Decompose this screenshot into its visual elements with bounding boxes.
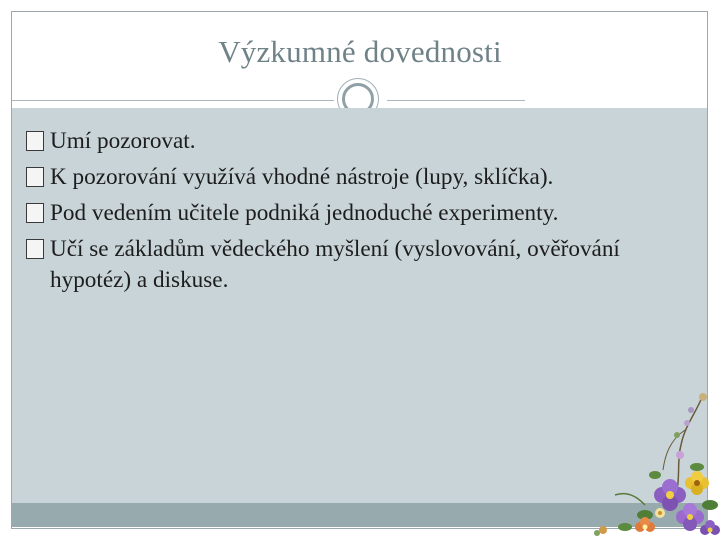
slide-title: Výzkumné dovednosti: [218, 34, 502, 69]
title-divider-left: [12, 100, 334, 101]
box-bullet-icon: [26, 131, 44, 151]
bullet-text: Umí pozorovat.: [50, 128, 196, 154]
flower-bouquet-icon: [585, 355, 720, 540]
box-bullet-icon: [26, 239, 44, 259]
bullet-item: [26, 234, 686, 296]
box-bullet-icon: [26, 167, 44, 187]
bullet-item: [26, 198, 686, 229]
bullet-text: Učí se základům vědeckého myšlení (vyslovování, ověřování hypotéz) a diskuse.: [50, 236, 620, 293]
bullet-list: [26, 126, 686, 301]
bullet-text: K pozorování využívá vhodné nástroje (lupy, sklíčka).: [50, 164, 554, 190]
box-bullet-icon: [26, 203, 44, 223]
title-divider-right: [387, 100, 525, 101]
bullet-text: Pod vedením učitele podniká jednoduché experimenty.: [50, 200, 559, 226]
bullet-item: [26, 162, 686, 193]
bullet-item: [26, 126, 686, 157]
